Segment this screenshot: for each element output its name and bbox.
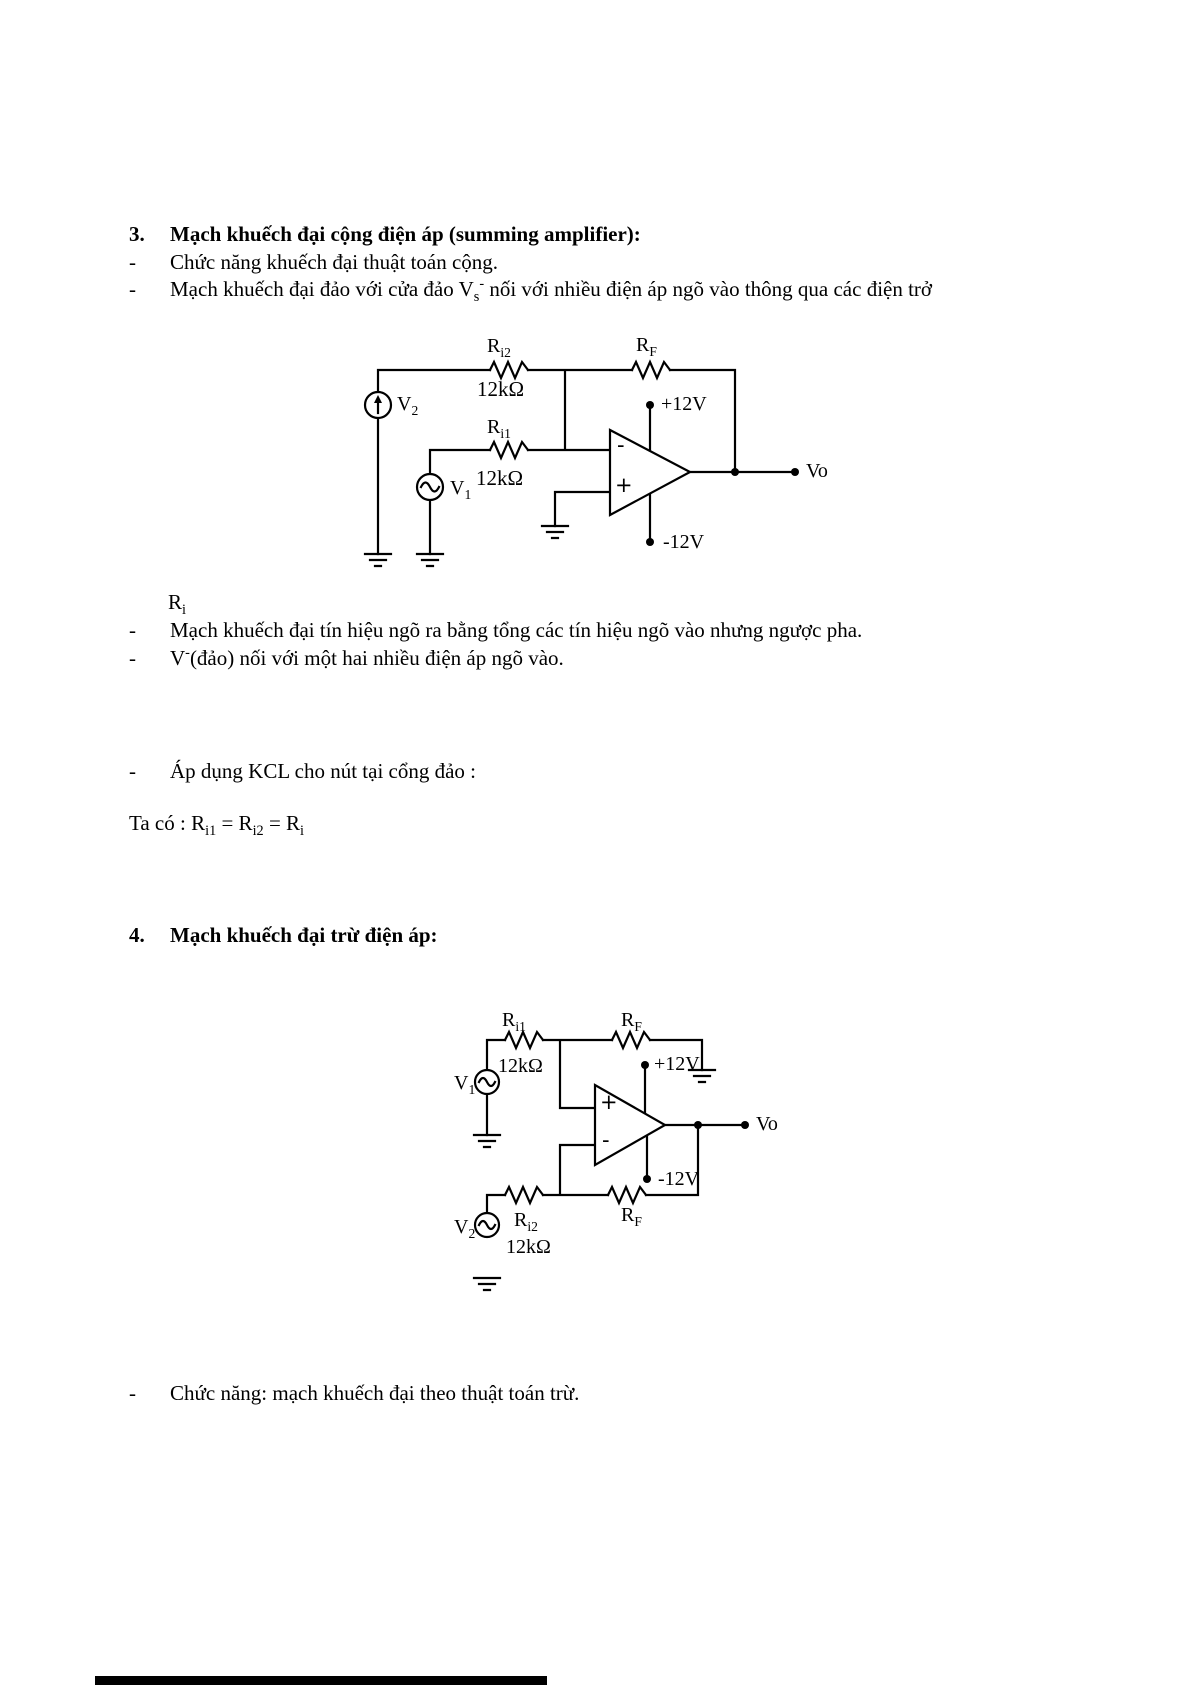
text-part: = R [216, 811, 253, 835]
subscript: F [634, 1214, 642, 1229]
bullet-dash: - [129, 759, 136, 783]
junction-dot-vminus [643, 1175, 651, 1183]
taco-equation [129, 810, 305, 840]
text-part: R [168, 590, 183, 614]
text-part: V [450, 477, 465, 499]
label-ri2-value: 12kΩ [477, 377, 525, 401]
bullet-dash: - [129, 1381, 136, 1405]
subscript: i1 [515, 1019, 526, 1034]
text-part: V [170, 646, 186, 670]
resistor-rf [632, 362, 670, 378]
text-part: R [487, 416, 501, 438]
opamp-plus-sign: + [615, 473, 633, 497]
label-ri1 [502, 1009, 526, 1034]
label-v1 [454, 1072, 476, 1097]
opamp-minus-sign: - [617, 433, 625, 457]
text-part: R [621, 1204, 635, 1226]
subscript: F [634, 1019, 642, 1034]
opamp-minus-sign: - [602, 1128, 610, 1152]
subscript: i [300, 823, 305, 840]
output-terminal-dot [741, 1121, 749, 1129]
text-part: R [621, 1009, 635, 1031]
ground-v1 [417, 554, 443, 566]
label-supply-negative: -12V [663, 531, 705, 553]
text-part: R [636, 334, 650, 356]
subscript: i1 [205, 823, 217, 840]
label-ri1 [487, 416, 511, 441]
junction-dot-feedback [731, 468, 739, 476]
subscript: s [473, 289, 480, 306]
label-rf-bottom [621, 1204, 642, 1229]
text-part: Mạch khuếch đại đảo với cửa đảo V [170, 277, 474, 301]
subscript: F [649, 344, 657, 359]
label-v2 [397, 393, 419, 418]
junction-dot-vminus [646, 538, 654, 546]
resistor-rf-bottom [608, 1187, 646, 1203]
label-ri1-value: 12kΩ [498, 1055, 543, 1077]
summing-amplifier-circuit [350, 330, 860, 595]
text-part: Ta có : R [129, 811, 206, 835]
junction-dot-vplus [641, 1061, 649, 1069]
subscript: 2 [411, 403, 419, 418]
resistor-ri2 [490, 362, 528, 378]
summing-amplifier-schematic [350, 330, 860, 595]
text-part: R [514, 1209, 528, 1231]
junction-dot-vplus [646, 401, 654, 409]
bullet-dash: - [129, 618, 136, 642]
subscript: 2 [468, 1226, 476, 1241]
label-ri2 [514, 1209, 538, 1234]
bullet-text: Mạch khuếch đại tín hiệu ngõ ra bằng tổng các tín hiệu ngõ vào nhưng ngược pha. [170, 618, 863, 642]
label-output-vo: Vo [756, 1113, 778, 1135]
ground-v2 [474, 1278, 500, 1290]
label-rf-top [621, 1009, 642, 1034]
text-part: V [454, 1072, 469, 1094]
text-part: V [454, 1216, 469, 1238]
bullet-dash: - [129, 277, 136, 301]
label-rf [636, 334, 657, 359]
subscript: i2 [527, 1219, 538, 1234]
superscript: - [479, 276, 485, 292]
ground-noninverting [542, 526, 568, 538]
text-part: nối với nhiều điện áp ngõ vào thông qua các điện trở [484, 277, 933, 301]
text-part: R [487, 335, 501, 357]
text-part: V [397, 393, 412, 415]
subscript: i1 [500, 426, 511, 441]
label-ri1-value: 12kΩ [476, 466, 524, 490]
section4-number: 4. [129, 923, 145, 947]
subscript: 1 [468, 1082, 476, 1097]
resistor-rf-top [612, 1032, 650, 1048]
difference-amplifier-circuit [440, 1005, 860, 1315]
label-supply-positive: +12V [654, 1053, 700, 1075]
ground-v2 [365, 554, 391, 566]
label-output-vo: Vo [806, 460, 828, 482]
section3-number: 3. [129, 222, 145, 246]
bullet-text: Chức năng: mạch khuếch đại theo thuật toán trừ. [170, 1381, 580, 1405]
page-bottom-bar [95, 1676, 547, 1685]
subscript: 1 [464, 487, 472, 502]
opamp-plus-sign: + [600, 1090, 618, 1114]
label-ri2 [487, 335, 511, 360]
difference-amplifier-schematic [440, 1005, 860, 1315]
resistor-ri1 [505, 1032, 543, 1048]
wire-segments [378, 370, 795, 554]
label-ri2-value: 12kΩ [506, 1236, 551, 1258]
subscript: i2 [500, 345, 511, 360]
ri-note [168, 589, 186, 619]
bullet-dash: - [129, 646, 136, 670]
text-part: = R [263, 811, 301, 835]
text-part: R [502, 1009, 516, 1031]
bullet-text: Chức năng khuếch đại thuật toán cộng. [170, 250, 499, 274]
label-supply-positive: +12V [661, 393, 707, 415]
output-terminal-dot [791, 468, 799, 476]
label-v1 [450, 477, 472, 502]
junction-dot-feedback [694, 1121, 702, 1129]
resistor-ri2 [505, 1187, 543, 1203]
bullet-text [170, 645, 564, 672]
resistor-ri1 [490, 442, 528, 458]
text-part: (đảo) nối với một hai nhiều điện áp ngõ vào. [189, 646, 564, 670]
bullet-text [170, 276, 933, 306]
label-supply-negative: -12V [658, 1168, 700, 1190]
subscript: i [182, 602, 186, 619]
superscript: - [185, 645, 190, 661]
bullet-text: Áp dụng KCL cho nút tại cổng đảo : [170, 759, 477, 783]
section3-title: Mạch khuếch đại cộng điện áp (summing amplifier): [170, 222, 641, 246]
bullet-dash: - [129, 250, 136, 274]
ground-v1 [474, 1135, 500, 1147]
section4-title: Mạch khuếch đại trừ điện áp: [170, 923, 438, 947]
subscript: i2 [252, 823, 264, 840]
label-v2 [454, 1216, 476, 1241]
